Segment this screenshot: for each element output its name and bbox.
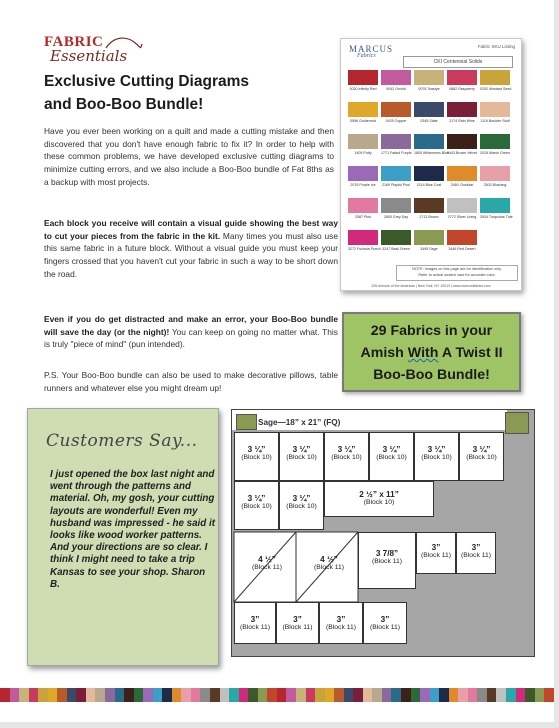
strip-color — [468, 688, 478, 702]
cut-piece — [358, 532, 416, 589]
piece-size: 3 ¼” — [247, 445, 266, 454]
strip-color — [544, 688, 554, 702]
sage-swatch-corner — [505, 412, 529, 434]
cut-piece — [363, 602, 407, 644]
piece-block: (Block 11) — [460, 552, 492, 559]
strip-color — [296, 688, 306, 702]
paragraph-text: You can keep on going no matter what. This is truly "piece of mind" (pun intended). — [44, 326, 338, 350]
piece-block: (Block 10) — [466, 454, 497, 461]
fabric-swatch — [447, 230, 477, 245]
piece-block: (Block 11) — [282, 624, 313, 631]
fabric-color-strip — [0, 688, 554, 702]
page-edge — [554, 0, 559, 728]
strip-color — [382, 688, 392, 702]
card-address: 205 Avenue of the Americas | New York, NY 10013 | www.marcusfabrics.com — [371, 284, 491, 288]
swatch-label: 1771 Faded Purple — [381, 151, 412, 155]
cut-piece — [416, 532, 456, 574]
piece-block: (Block 10) — [286, 503, 317, 510]
strip-color — [134, 688, 144, 702]
strip-color — [496, 688, 506, 702]
piece-size: 3” — [250, 615, 260, 624]
intro-paragraph: Have you ever been working on a quilt and made a cutting mistake and then discovered that you don't have enough fabric to fix it? In order to help with these common problems, we have developed exclusive cutting diagrams to minimize cutting errors, and we also include a Boo-Boo bundle of Fat 8ths as a backup with most projects. — [44, 126, 334, 187]
testimonial-heading: Customers Say... — [46, 431, 198, 451]
callout-word: A Twist II — [438, 345, 503, 361]
fabric-essentials-logo — [44, 34, 144, 72]
fabric-swatch — [414, 102, 444, 117]
strip-color — [10, 688, 20, 702]
strip-color — [315, 688, 325, 702]
strip-color — [516, 688, 526, 702]
piece-block: (Block 11) — [369, 624, 401, 631]
card-note — [396, 265, 518, 281]
fabric-swatch — [381, 70, 411, 85]
strip-color — [191, 688, 201, 702]
title-line: and Boo-Boo Bundle! — [44, 96, 204, 113]
piece-size: 3 7/8” — [375, 549, 399, 558]
swatch-label: 3495 Sage — [420, 247, 438, 251]
strip-color — [143, 688, 153, 702]
paragraph-text: Many times you must also use this same fabric in a future block. Without a visual guide you must keep your fingers crossed that you haven't cut your fabric in such a way to be short down the road. — [44, 230, 339, 279]
title-line: Exclusive Cutting Diagrams — [44, 73, 250, 90]
piece-size: 3 ¼” — [382, 445, 401, 454]
strip-color — [363, 688, 373, 702]
strip-color — [411, 688, 421, 702]
fabric-swatch — [480, 102, 510, 117]
swatch-card — [340, 38, 522, 291]
cut-piece — [279, 432, 324, 481]
strip-color — [67, 688, 77, 702]
card-brand: MARCUS — [349, 44, 394, 54]
strip-color — [48, 688, 58, 702]
piece-size: 4 ½” — [258, 555, 276, 564]
strip-color — [306, 688, 316, 702]
piece-size: 3 ¼” — [247, 494, 266, 503]
fabric-swatch — [348, 230, 378, 245]
strip-color — [181, 688, 191, 702]
strip-color — [162, 688, 172, 702]
swatch-label: 2114 Blue Coal — [416, 183, 442, 187]
piece-block: (Block 11) — [325, 624, 357, 631]
strip-color — [153, 688, 163, 702]
piece-block: (Block 11) — [239, 624, 271, 631]
bundle-callout — [342, 312, 521, 392]
strip-color — [277, 688, 287, 702]
piece-block: (Block 11) — [251, 564, 283, 571]
strip-color — [401, 688, 411, 702]
cut-piece — [234, 602, 276, 644]
card-brand-sub: Fabrics — [357, 53, 376, 59]
strip-color — [86, 688, 96, 702]
fabric-swatch — [348, 166, 378, 181]
piece-block: (Block 10) — [376, 454, 407, 461]
strip-color — [420, 688, 430, 702]
swatch-label: 0429 Copper — [385, 119, 407, 123]
fabric-swatch — [348, 70, 378, 85]
strip-color — [210, 688, 220, 702]
swatch-label: 1805 Wilderness Blue — [414, 151, 449, 155]
bold-lead: Even if you do get distracted and make an error, your Boo-Boo bundle will save the day (or the night)! — [44, 314, 338, 337]
strip-color — [487, 688, 497, 702]
swatch-label: 1119 Boulder Stuff — [480, 119, 510, 123]
swatch-label: 2600 Grey Day — [383, 215, 409, 219]
swatch-label: 0882 Raspberry — [449, 87, 475, 91]
strip-color — [391, 688, 401, 702]
swatch-label: 3446 Red Desert — [448, 247, 476, 251]
strip-color — [334, 688, 344, 702]
strip-color — [229, 688, 239, 702]
testimonial-text: I just opened the box last night and went through the patterns and material. Oh, my gosh, your cutting layouts are wonderful! Even my husband was impressed - he said it looks like wood worker patterns. And your directions are so clear. I think I might need to take a trip Kansas to see your shop. Sharon B. — [50, 469, 215, 590]
cut-piece — [279, 481, 324, 530]
piece-block: (Block 10) — [363, 499, 395, 506]
note-line: Refer to actual swatch card for accurate color. — [418, 273, 496, 277]
piece-block: (Block 10) — [331, 454, 362, 461]
piece-size: 3 ¼” — [292, 494, 311, 503]
strip-color — [105, 688, 115, 702]
swatch-label: 2018 Marsh Green — [480, 151, 510, 155]
strip-color — [220, 688, 230, 702]
testimonial-box — [27, 408, 219, 666]
fabric-swatch — [414, 134, 444, 149]
fabric-swatch — [381, 134, 411, 149]
strip-color — [124, 688, 134, 702]
fabric-swatch — [447, 198, 477, 213]
strip-color — [506, 688, 516, 702]
fabric-swatch — [381, 166, 411, 181]
piece-block: (Block 11) — [313, 564, 345, 571]
piece-block: (Block 10) — [241, 503, 272, 510]
triangle-label — [238, 555, 296, 581]
strip-color — [115, 688, 125, 702]
fabric-swatch — [381, 102, 411, 117]
fabric-swatch — [414, 70, 444, 85]
card-tag: Fabric SKU Listing — [477, 44, 515, 49]
swatch-label: 3272 Fuchsia Punch — [348, 247, 381, 251]
fabric-swatch — [447, 134, 477, 149]
page-title — [44, 70, 294, 116]
visual-guide-paragraph — [44, 217, 338, 281]
fabric-swatch — [414, 230, 444, 245]
fabric-swatch — [447, 166, 477, 181]
strip-color — [449, 688, 459, 702]
strip-color — [172, 688, 182, 702]
fabric-swatch — [480, 134, 510, 149]
piece-size: 2 ½” x 11” — [359, 490, 399, 499]
strip-color — [439, 688, 449, 702]
strip-color — [29, 688, 39, 702]
piece-block: (Block 11) — [420, 552, 452, 559]
swatch-label: 0252 Mustard Seed — [480, 87, 512, 91]
swatch-label: 2934 Turquoise Tide — [480, 215, 513, 219]
swatch-label: 2169 Playful Pool — [382, 183, 410, 187]
fabric-swatch — [480, 198, 510, 213]
strip-color — [286, 688, 296, 702]
strip-color — [353, 688, 363, 702]
swatch-label: 2076 Purple Ice — [350, 183, 376, 187]
callout-word: With — [407, 345, 439, 361]
cut-piece — [456, 532, 496, 574]
swatch-label: 2713 Brown — [419, 215, 439, 219]
fabric-swatch — [480, 166, 510, 181]
strip-color — [258, 688, 268, 702]
strip-color — [535, 688, 545, 702]
piece-size: 3” — [380, 615, 390, 624]
strip-color — [0, 688, 10, 702]
piece-size: 4 ½” — [320, 555, 338, 564]
fabric-swatch — [348, 198, 378, 213]
strip-color — [200, 688, 210, 702]
piece-size: 3” — [431, 543, 441, 552]
swatch-label: 0596 Goldenrod — [350, 119, 376, 123]
cut-piece — [319, 602, 363, 644]
strip-color — [458, 688, 468, 702]
note-line: NOTE: Images on this page are for identification only. — [412, 267, 502, 271]
cut-piece — [369, 432, 414, 481]
swatch-label: 0042 Orchid — [386, 87, 406, 91]
callout-line: Boo-Boo Bundle! — [373, 367, 490, 383]
fabric-swatch — [348, 102, 378, 117]
strip-color — [239, 688, 249, 702]
piece-block: (Block 10) — [286, 454, 317, 461]
piece-block: (Block 10) — [241, 454, 272, 461]
triangle-label — [300, 555, 358, 581]
swatch-label: 2503 Blushing — [483, 183, 507, 187]
fabric-swatch — [381, 198, 411, 213]
callout-word: Amish — [360, 345, 408, 361]
strip-color — [525, 688, 535, 702]
cut-piece — [234, 481, 279, 530]
strip-color — [430, 688, 440, 702]
cut-piece — [276, 602, 319, 644]
strip-color — [76, 688, 86, 702]
card-heading: CKI Centennial Solids — [403, 56, 513, 68]
swirl-icon — [104, 34, 144, 54]
swatch-label: 0020 Infinity Red — [349, 87, 377, 91]
piece-size: 3 ¼” — [337, 445, 356, 454]
swatch-label: 2460 Cheddar — [450, 183, 474, 187]
piece-size: 3” — [336, 615, 346, 624]
callout-line: 29 Fabrics in your — [370, 323, 493, 339]
swatch-label: 0345 Slate — [420, 119, 438, 123]
piece-size: 3 ¼” — [427, 445, 446, 454]
swatch-label: 0443 Brown Velvet — [447, 151, 477, 155]
piece-size: 3” — [471, 543, 481, 552]
piece-size: 3 ¼” — [472, 445, 491, 454]
swatch-label: 2772 Silver Lining — [447, 215, 477, 219]
strip-color — [248, 688, 258, 702]
fabric-swatch — [414, 166, 444, 181]
strip-color — [477, 688, 487, 702]
cut-strip — [324, 481, 434, 517]
strip-color — [38, 688, 48, 702]
swatch-label: 2174 Rain Wine — [449, 119, 475, 123]
cut-piece — [234, 432, 279, 481]
logo-script: Essentials — [50, 47, 128, 65]
strip-color — [267, 688, 277, 702]
bold-lead: Each block you receive will contain a visual guide showing the best way to cut your pieces from the fabric in the kit. — [44, 218, 338, 241]
fabric-swatch — [381, 230, 411, 245]
sage-swatch — [236, 414, 257, 430]
strip-color — [344, 688, 354, 702]
piece-size: 3 ¼” — [292, 445, 311, 454]
fabric-label: Sage—18” x 21” (FQ) — [258, 418, 341, 427]
fabric-swatch — [348, 134, 378, 149]
page-edge — [0, 722, 559, 728]
strip-color — [325, 688, 335, 702]
swatch-label: 2587 Pink — [355, 215, 371, 219]
logo-text: FABRIC — [44, 34, 104, 50]
piece-size: 3” — [293, 615, 302, 624]
fabric-swatch — [414, 198, 444, 213]
swatch-label: 1409 Putty — [354, 151, 372, 155]
cut-piece — [414, 432, 459, 481]
strip-color — [19, 688, 29, 702]
cut-piece — [459, 432, 504, 481]
swatch-label: 0078 Toastye — [418, 87, 440, 91]
strip-color — [95, 688, 105, 702]
cut-piece — [324, 432, 369, 481]
fabric-swatch — [480, 70, 510, 85]
strip-color — [57, 688, 67, 702]
boo-boo-paragraph — [44, 313, 338, 351]
diagram-waste — [507, 410, 534, 656]
callout-line — [344, 342, 519, 364]
piece-block: (Block 10) — [421, 454, 452, 461]
strip-color — [372, 688, 382, 702]
fabric-swatch — [447, 70, 477, 85]
fabric-swatch — [447, 102, 477, 117]
piece-block: (Block 11) — [371, 558, 403, 565]
ps-paragraph: P.S. Your Boo-Boo bundle can also be used to make decorative pillows, table runners and whatever else you might dream up! — [44, 370, 338, 393]
swatch-label: 3247 Basil Green — [382, 247, 410, 251]
